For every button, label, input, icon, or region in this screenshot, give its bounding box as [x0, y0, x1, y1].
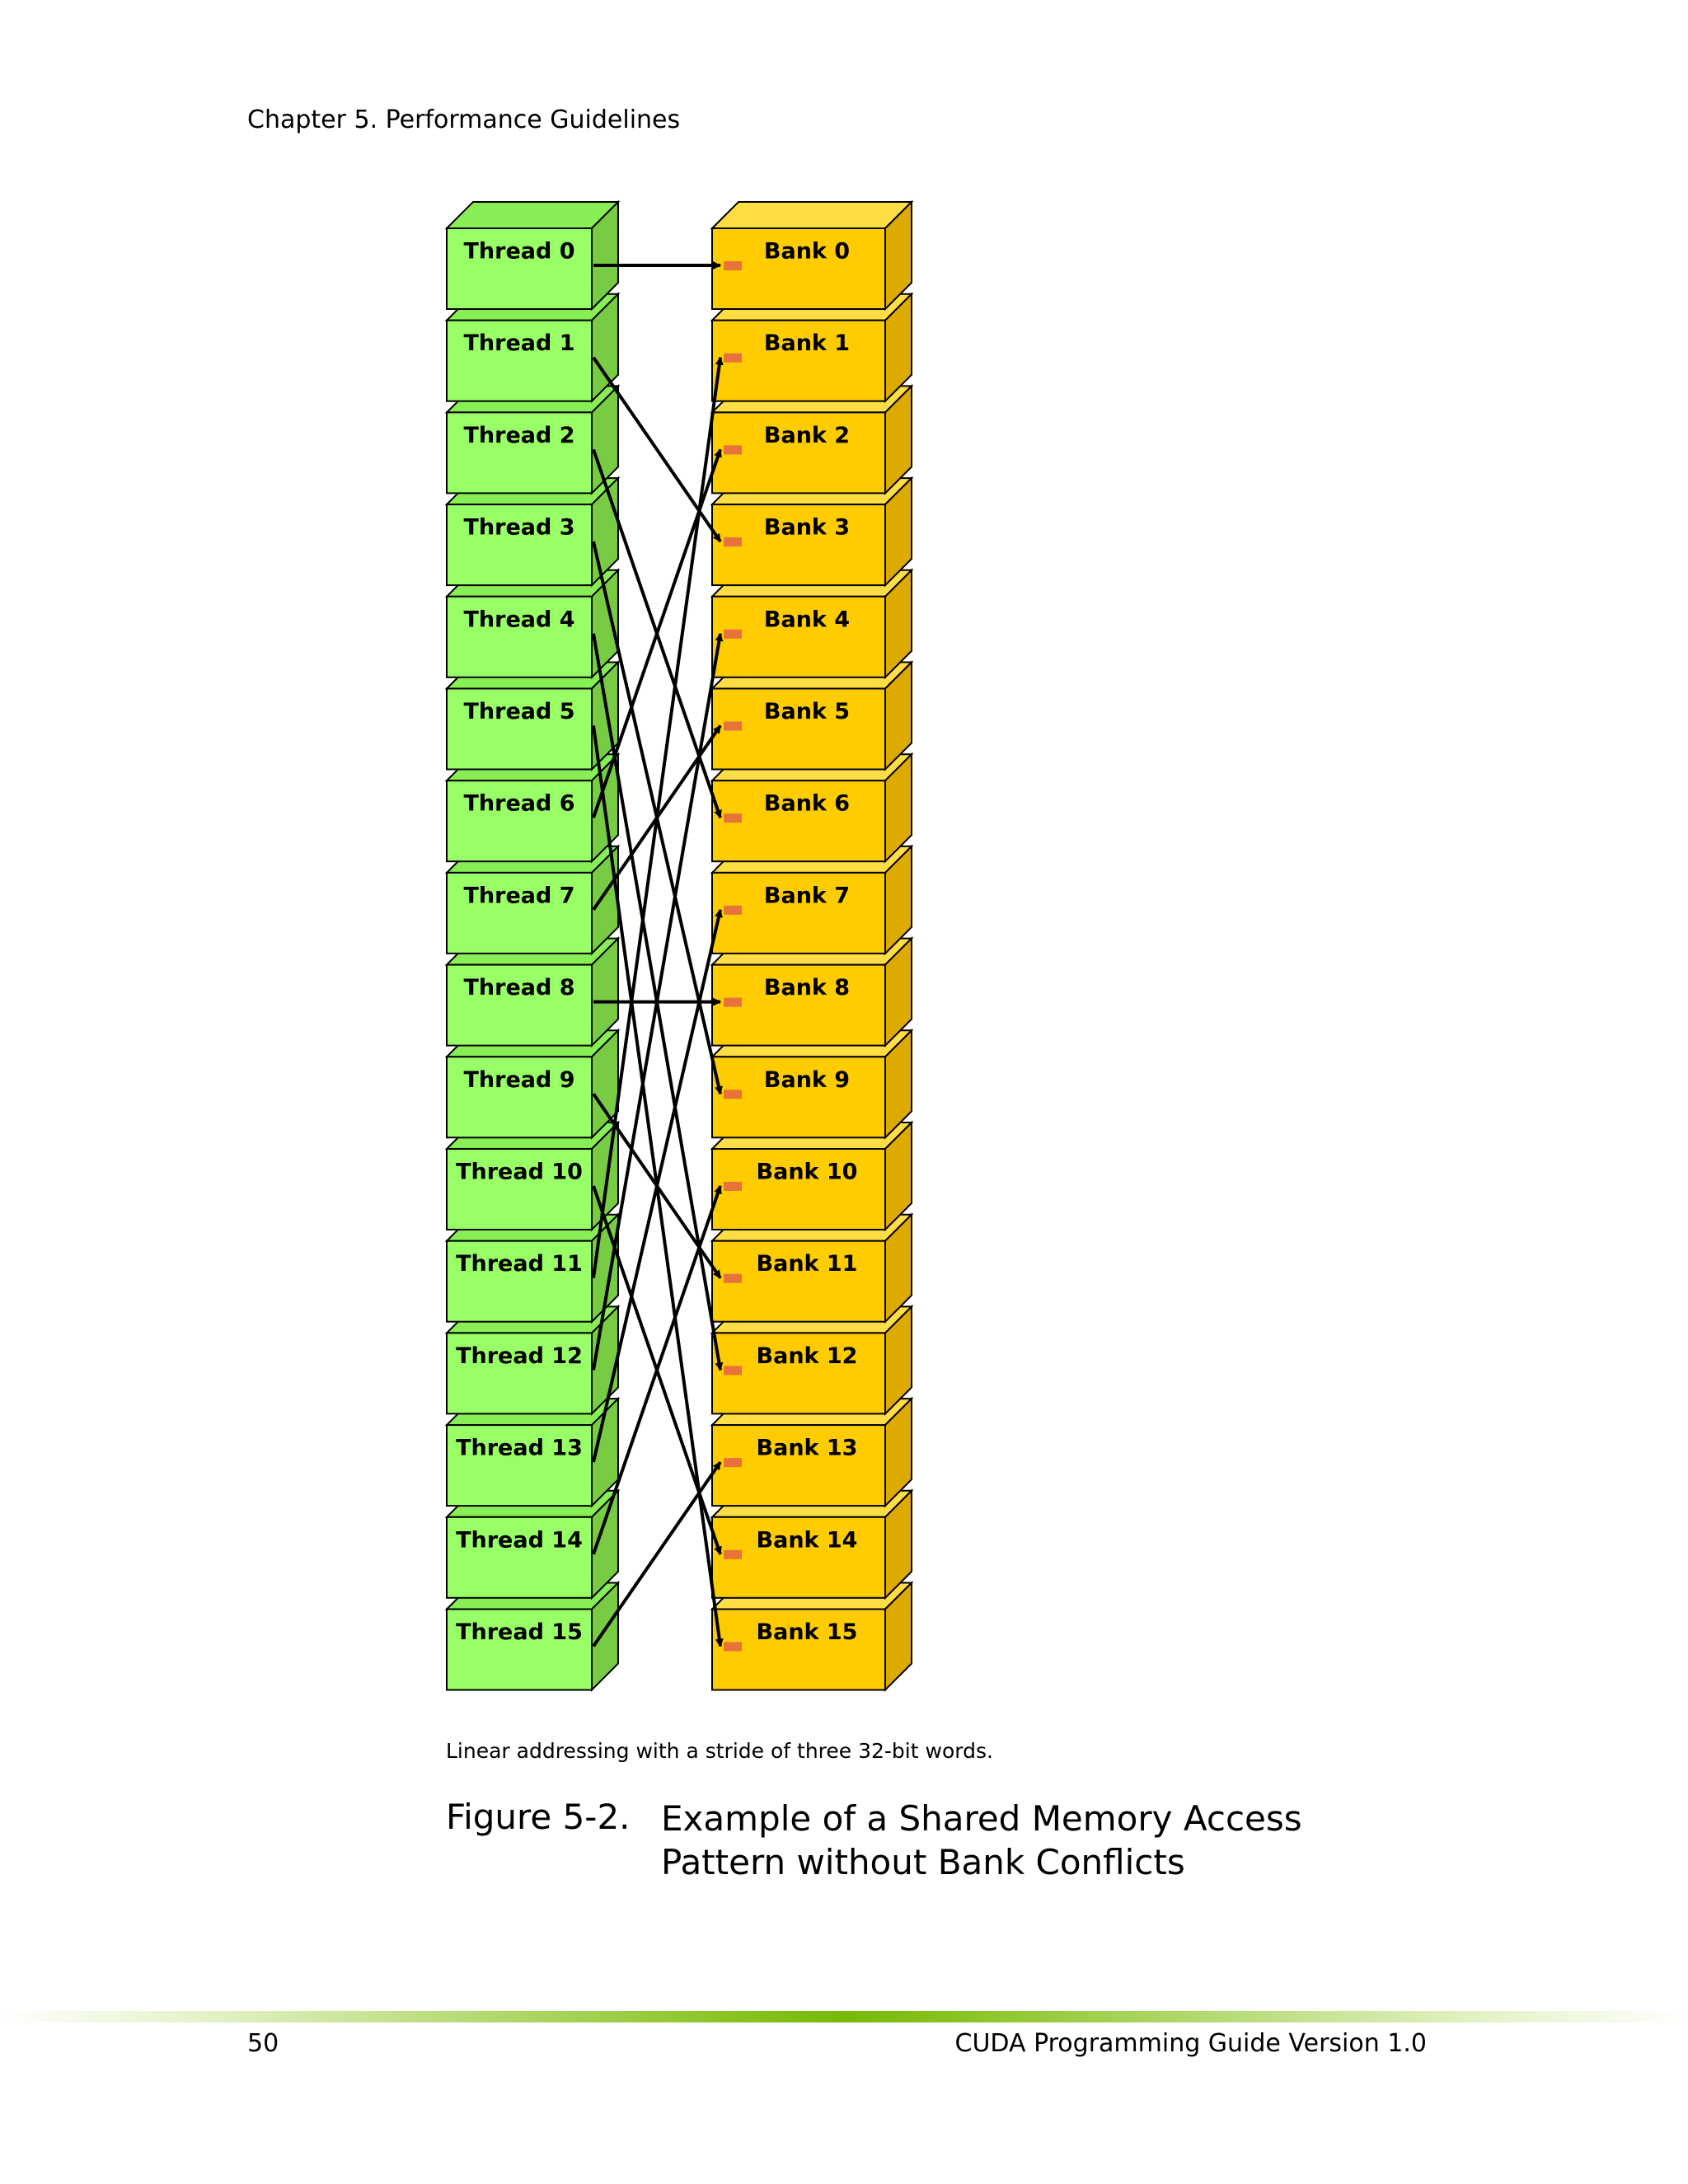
bank-marker-14: [724, 1550, 742, 1559]
figure-title: Example of a Shared Memory Access Pattern without Bank Conflicts: [661, 1798, 1302, 1882]
bank-marker-11: [724, 1274, 742, 1283]
thread-box-13-label: Thread 13: [456, 1435, 583, 1461]
thread-box-5-label: Thread 5: [463, 699, 575, 724]
thread-box-11-label: Thread 11: [456, 1251, 583, 1277]
thread-box-8-label: Thread 8: [463, 975, 575, 1001]
thread-box-11: [447, 1215, 618, 1322]
figure-note: Linear addressing with a stride of three 32-bit words.: [446, 1739, 993, 1763]
footer-bar: [0, 2011, 1688, 2022]
bank-box-13: [712, 1399, 912, 1506]
bank-box-15: [712, 1583, 912, 1690]
thread-box-1: [447, 294, 618, 401]
thread-box-10-label: Thread 10: [456, 1159, 583, 1185]
chapter-header: Chapter 5. Performance Guidelines: [247, 105, 681, 134]
bank-box-12: [712, 1306, 912, 1413]
bank-marker-8: [724, 998, 742, 1007]
thread-box-5: [447, 663, 618, 770]
thread-box-2-label: Thread 2: [463, 422, 575, 448]
bank-box-7-label: Bank 7: [763, 883, 851, 909]
bank-box-13-label: Bank 13: [756, 1435, 858, 1461]
bank-box-3: [712, 478, 912, 585]
thread-column: [447, 202, 618, 1690]
thread-box-7: [447, 846, 618, 954]
guide-title: CUDA Programming Guide Version 1.0: [954, 2029, 1427, 2058]
bank-marker-2: [724, 445, 742, 454]
bank-box-8-label: Bank 8: [763, 975, 851, 1001]
thread-box-4-label: Thread 4: [463, 607, 575, 633]
bank-box-6-label: Bank 6: [763, 790, 851, 817]
bank-box-11: [712, 1215, 912, 1322]
bank-box-8: [712, 939, 912, 1046]
thread-box-15: [447, 1583, 618, 1690]
bank-box-7: [712, 846, 912, 954]
bank-box-0-label: Bank 0: [763, 238, 851, 265]
bank-box-14: [712, 1491, 912, 1598]
bank-marker-0: [724, 261, 742, 270]
thread-box-3-label: Thread 3: [463, 514, 575, 541]
thread-box-6: [447, 754, 618, 861]
bank-marker-12: [724, 1366, 742, 1375]
bank-box-1: [712, 294, 912, 401]
thread-box-0: [447, 202, 618, 309]
thread-box-1-label: Thread 1: [463, 330, 575, 357]
bank-box-15-label: Bank 15: [756, 1619, 858, 1645]
bank-marker-6: [724, 813, 742, 823]
bank-box-11-label: Bank 11: [756, 1251, 858, 1277]
bank-box-2-label: Bank 2: [763, 422, 851, 448]
bank-marker-15: [724, 1643, 742, 1652]
thread-box-6-label: Thread 6: [463, 790, 575, 817]
thread-box-9-label: Thread 9: [463, 1066, 575, 1093]
thread-box-3: [447, 478, 618, 585]
bank-box-12-label: Bank 12: [756, 1343, 858, 1369]
bank-box-3-label: Bank 3: [763, 514, 851, 541]
thread-box-2: [447, 386, 618, 493]
bank-box-6: [712, 754, 912, 861]
thread-box-4: [447, 570, 618, 677]
thread-box-0-label: Thread 0: [463, 238, 575, 265]
bank-box-1-label: Bank 1: [763, 330, 851, 357]
bank-column: [712, 202, 912, 1690]
thread-box-9: [447, 1030, 618, 1137]
thread-box-14: [447, 1491, 618, 1598]
bank-box-10: [712, 1122, 912, 1230]
bank-box-5-label: Bank 5: [763, 699, 851, 724]
bank-marker-3: [724, 537, 742, 546]
page-number: 50: [247, 2029, 279, 2058]
bank-box-2: [712, 386, 912, 493]
bank-box-4: [712, 570, 912, 677]
bank-marker-10: [724, 1182, 742, 1191]
thread-box-14-label: Thread 14: [456, 1527, 583, 1554]
bank-marker-5: [724, 722, 742, 731]
bank-marker-7: [724, 906, 742, 915]
thread-box-13: [447, 1399, 618, 1506]
bank-box-10-label: Bank 10: [756, 1159, 858, 1185]
bank-box-14-label: Bank 14: [756, 1527, 858, 1554]
bank-box-5: [712, 663, 912, 770]
figure-number: Figure 5-2.: [446, 1797, 631, 1837]
thread-box-15-label: Thread 15: [456, 1619, 583, 1645]
bank-marker-1: [724, 354, 742, 363]
thread-box-12-label: Thread 12: [456, 1343, 583, 1369]
bank-box-0: [712, 202, 912, 309]
thread-box-8: [447, 939, 618, 1046]
bank-box-4-label: Bank 4: [763, 607, 851, 633]
bank-marker-4: [724, 630, 742, 639]
bank-box-9: [712, 1030, 912, 1137]
thread-box-10: [447, 1122, 618, 1230]
thread-box-12: [447, 1306, 618, 1413]
thread-box-7-label: Thread 7: [463, 883, 575, 909]
bank-marker-13: [724, 1458, 742, 1467]
bank-box-9-label: Bank 9: [763, 1066, 851, 1093]
bank-marker-9: [724, 1090, 742, 1099]
